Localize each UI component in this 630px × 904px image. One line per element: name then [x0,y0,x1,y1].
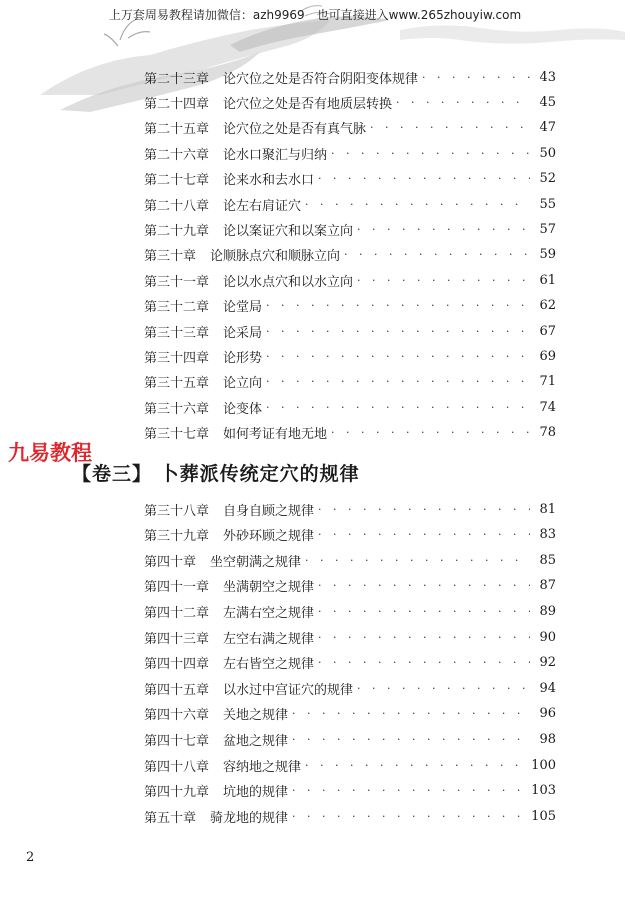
chapter-page-number: 59 [539,247,556,263]
chapter-title: 论采局 [223,325,263,341]
dot-leader [292,707,530,720]
chapter-page-number: 78 [539,425,556,441]
dot-leader [292,810,527,823]
chapter-title: 论以案证穴和以案立向 [223,223,354,239]
dot-leader [292,733,530,746]
dot-leader [305,198,530,211]
toc-entry [144,118,556,138]
chapter-page-number: 87 [539,578,556,594]
chapter-number: 第四十一章 [144,580,210,596]
toc-entry [144,169,556,189]
chapter-number: 第二十九章 [144,223,210,239]
dot-leader [357,682,530,695]
dot-leader [357,274,530,287]
toc-entry [144,423,556,443]
chapter-page-number: 96 [539,706,556,722]
chapter-title: 自身自顾之规律 [223,503,315,519]
chapter-number: 第三十五章 [144,376,210,392]
dot-leader [318,605,530,618]
dot-leader [266,299,530,312]
chapter-page-number: 57 [539,221,556,237]
chapter-title: 论水口聚汇与归纳 [223,147,328,163]
chapter-page-number: 89 [539,603,556,619]
chapter-title: 论变体 [223,401,263,417]
toc-entry [144,372,556,392]
dot-leader [344,248,530,261]
chapter-title: 以水过中宫证穴的规律 [223,682,354,698]
toc-entry [144,321,556,341]
toc-entry [144,653,556,673]
dot-leader [422,71,530,84]
chapter-number: 第三十九章 [144,529,210,545]
chapter-number: 第三十三章 [144,325,210,341]
dot-leader [292,784,527,797]
chapter-number: 第二十四章 [144,96,210,112]
chapter-number: 第四十七章 [144,733,210,749]
chapter-title: 论顺脉点穴和顺脉立向 [210,249,341,265]
chapter-number: 第五十章 [144,810,197,826]
chapter-number: 第四十八章 [144,759,210,775]
chapter-page-number: 62 [539,298,556,314]
chapter-title: 论形势 [223,350,263,366]
chapter-title: 坐满朝空之规律 [223,580,315,596]
chapter-number: 第四十五章 [144,682,210,698]
toc-entry [144,270,556,290]
chapter-page-number: 47 [539,120,556,136]
toc-entry [144,806,556,826]
dot-leader [318,503,530,516]
toc-entry [144,143,556,163]
dot-leader [318,172,530,185]
dot-leader [331,426,530,439]
toc-entry [144,499,556,519]
chapter-page-number: 81 [539,501,556,517]
chapter-title: 论以水点穴和以水立向 [223,274,354,290]
toc-entry [144,525,556,545]
dot-leader [266,350,530,363]
chapter-page-number: 43 [539,69,556,85]
chapter-page-number: 105 [531,808,556,824]
chapter-number: 第四十九章 [144,785,210,801]
chapter-number: 第二十七章 [144,173,210,189]
chapter-page-number: 92 [539,655,556,671]
dot-leader [266,375,530,388]
chapter-title: 论穴位之处是否有真气脉 [223,122,367,138]
toc-entry [144,755,556,775]
chapter-title: 论来水和去水口 [223,173,315,189]
dot-leader [318,528,530,541]
chapter-title: 左右皆空之规律 [223,657,315,673]
chapter-page-number: 50 [539,145,556,161]
chapter-number: 第三十四章 [144,350,210,366]
page-number: 2 [26,850,35,865]
dot-leader [370,121,530,134]
chapter-title: 左空右满之规律 [223,631,315,647]
toc-entry [144,219,556,239]
chapter-page-number: 74 [539,399,556,415]
dot-leader [331,147,530,160]
chapter-title: 论穴位之处是否有地质层转换 [223,96,393,112]
chapter-number: 第三十六章 [144,401,210,417]
toc-entry [144,194,556,214]
chapter-number: 第四十二章 [144,605,210,621]
chapter-title: 外砂环顾之规律 [223,529,315,545]
dot-leader [266,325,530,338]
dot-leader [266,401,530,414]
chapter-page-number: 67 [539,323,556,339]
chapter-number: 第三十一章 [144,274,210,290]
watermark-text: 九易教程 [8,441,92,465]
chapter-title: 坑地的规律 [223,785,289,801]
toc-entry [144,550,556,570]
toc-entry [144,781,556,801]
chapter-title: 关地之规律 [223,708,289,724]
chapter-title: 如何考证有地无地 [223,427,328,443]
chapter-page-number: 103 [531,783,556,799]
toc-entry [144,397,556,417]
dot-leader [357,223,530,236]
chapter-number: 第三十八章 [144,503,210,519]
chapter-page-number: 83 [539,527,556,543]
chapter-title: 容纳地之规律 [223,759,302,775]
toc-entry [144,245,556,265]
chapter-page-number: 71 [539,374,556,390]
chapter-number: 第三十七章 [144,427,210,443]
chapter-title: 论堂局 [223,300,263,316]
toc-entry [144,601,556,621]
dot-leader [305,554,530,567]
chapter-page-number: 94 [539,680,556,696]
chapter-number: 第四十三章 [144,631,210,647]
chapter-number: 第二十三章 [144,71,210,87]
chapter-title: 盆地之规律 [223,733,289,749]
volume-heading: 【卷三】 卜葬派传统定穴的规律 [72,463,360,485]
dot-leader [318,579,530,592]
chapter-number: 第四十四章 [144,657,210,673]
toc-entry [144,92,556,112]
chapter-page-number: 100 [531,757,556,773]
chapter-number: 第四十六章 [144,708,210,724]
chapter-title: 骑龙地的规律 [210,810,289,826]
toc-entry [144,67,556,87]
toc-entry [144,576,556,596]
chapter-title: 论穴位之处是否符合阴阳变体规律 [223,71,419,87]
chapter-number: 第三十章 [144,249,197,265]
toc-entry [144,296,556,316]
toc-entry [144,346,556,366]
chapter-number: 第二十八章 [144,198,210,214]
chapter-page-number: 45 [539,94,556,110]
dot-leader [305,759,527,772]
dot-leader [396,96,530,109]
chapter-number: 第二十六章 [144,147,210,163]
chapter-title: 论立向 [223,376,263,392]
chapter-page-number: 90 [539,629,556,645]
chapter-page-number: 69 [539,348,556,364]
chapter-title: 坐空朝满之规律 [210,554,302,570]
chapter-title: 左满右空之规律 [223,605,315,621]
chapter-page-number: 98 [539,731,556,747]
toc-entry [144,678,556,698]
chapter-page-number: 55 [539,196,556,212]
toc-entry [144,704,556,724]
chapter-page-number: 52 [539,171,556,187]
chapter-title: 论左右肩证穴 [223,198,302,214]
promo-header: 上万套周易教程请加微信：azh9969 也可直接进入www.265zhouyiw.com [108,8,522,22]
dot-leader [318,631,530,644]
toc-entry [144,627,556,647]
chapter-page-number: 61 [539,272,556,288]
chapter-number: 第四十章 [144,554,197,570]
chapter-number: 第三十二章 [144,300,210,316]
chapter-number: 第二十五章 [144,122,210,138]
toc-entry [144,729,556,749]
dot-leader [318,656,530,669]
chapter-page-number: 85 [539,552,556,568]
